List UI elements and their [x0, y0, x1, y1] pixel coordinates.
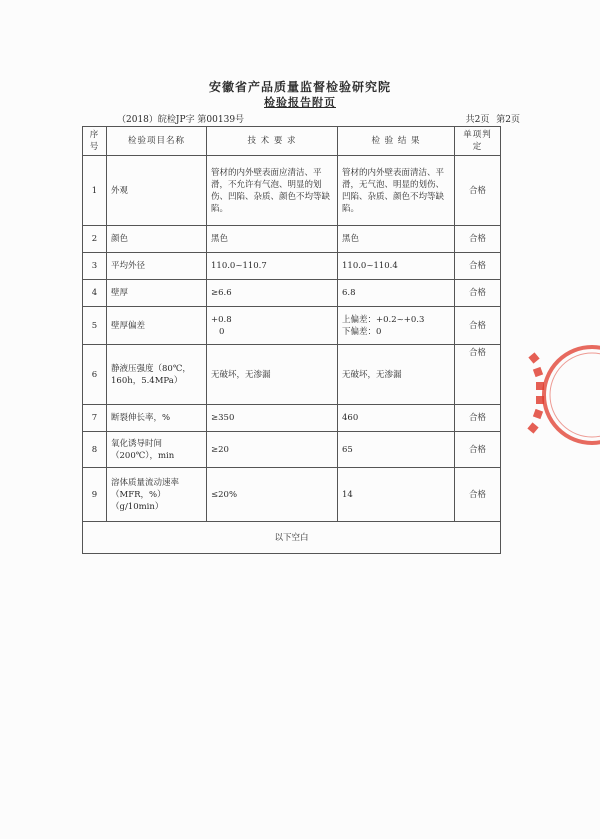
row-no: 3 [83, 253, 107, 280]
table-row [83, 226, 501, 253]
table-footer-row [83, 522, 501, 554]
row-result: 黑色 [338, 226, 455, 253]
row-item: 颜色 [107, 226, 207, 253]
inspection-seal [520, 340, 600, 450]
row-item: 外观 [107, 156, 207, 226]
col-header-item: 检验项目名称 [107, 127, 207, 156]
seal-characters [527, 352, 544, 433]
page-info: 共2页 第2页 [465, 115, 520, 125]
row-no: 5 [83, 307, 107, 345]
row-no: 1 [83, 156, 107, 226]
row-requirement: 无破坏，无渗漏 [207, 345, 338, 405]
table-row [83, 307, 501, 345]
row-result: 14 [338, 468, 455, 522]
row-no: 2 [83, 226, 107, 253]
row-result: 管材的内外壁表面清洁、平滑，无气泡、明显的划伤、凹陷、杂质、颜色不均等缺陷。 [338, 156, 455, 226]
row-requirement: ≥6.6 [207, 280, 338, 307]
row-verdict: 合格 [455, 156, 501, 226]
row-requirement [207, 307, 338, 345]
row-requirement: ≥20 [207, 432, 338, 468]
blank-below-note: 以下空白 [83, 522, 501, 554]
row-item: 壁厚 [107, 280, 207, 307]
inspection-table [82, 126, 501, 554]
row-requirement: 110.0~110.7 [207, 253, 338, 280]
requirement-lower: 0 [219, 326, 225, 337]
row-item: 壁厚偏差 [107, 307, 207, 345]
row-item: 平均外径 [107, 253, 207, 280]
table-row [83, 253, 501, 280]
row-verdict: 合格 [455, 280, 501, 307]
table-row [83, 432, 501, 468]
col-header-no: 序号 [83, 127, 107, 156]
row-requirement: ≥350 [207, 405, 338, 432]
row-requirement: ≤20% [207, 468, 338, 522]
table-header-row [83, 127, 501, 156]
row-requirement: 管材的内外壁表面应清洁、平滑，不允许有气泡、明显的划伤、凹陷、杂质、颜色不均等缺陷。 [207, 156, 338, 226]
result-upper: 上偏差：+0.2~+0.3 [342, 314, 425, 325]
report-subtitle: 检验报告附页 [264, 96, 336, 109]
row-verdict: 合格 [455, 432, 501, 468]
col-header-result: 检 验 结 果 [338, 127, 455, 156]
table-row [83, 156, 501, 226]
table-row [83, 468, 501, 522]
row-result: 110.0~110.4 [338, 253, 455, 280]
row-result: 460 [338, 405, 455, 432]
requirement-upper: +0.8 [211, 314, 232, 325]
row-verdict: 合格 [455, 226, 501, 253]
result-lower: 下偏差：0 [342, 326, 382, 337]
row-verdict: 合格 [455, 345, 501, 405]
row-requirement: 黑色 [207, 226, 338, 253]
row-no: 6 [83, 345, 107, 405]
row-verdict: 合格 [455, 468, 501, 522]
col-header-verdict: 单项判定 [455, 127, 501, 156]
table-row [83, 405, 501, 432]
report-number: （2018）皖检JP字 第00139号 [117, 115, 245, 125]
row-verdict: 合格 [455, 253, 501, 280]
row-verdict: 合格 [455, 405, 501, 432]
row-item: 溶体质量流动速率（MFR，%）（g/10min） [107, 468, 207, 522]
table-row [83, 345, 501, 405]
row-item: 断裂伸长率，% [107, 405, 207, 432]
row-no: 8 [83, 432, 107, 468]
institute-title: 安徽省产品质量监督检验研究院 [208, 80, 391, 94]
row-result: 无破坏，无渗漏 [338, 345, 455, 405]
row-item: 氧化诱导时间（200℃），min [107, 432, 207, 468]
row-result: 6.8 [338, 280, 455, 307]
col-header-requirement: 技 术 要 求 [207, 127, 338, 156]
row-verdict: 合格 [455, 307, 501, 345]
table-row [83, 280, 501, 307]
row-result: 65 [338, 432, 455, 468]
row-no: 9 [83, 468, 107, 522]
row-result [338, 307, 455, 345]
row-item: 静液压强度（80℃，160h，5.4MPa） [107, 345, 207, 405]
seal-ring [544, 347, 600, 443]
row-no: 7 [83, 405, 107, 432]
row-no: 4 [83, 280, 107, 307]
